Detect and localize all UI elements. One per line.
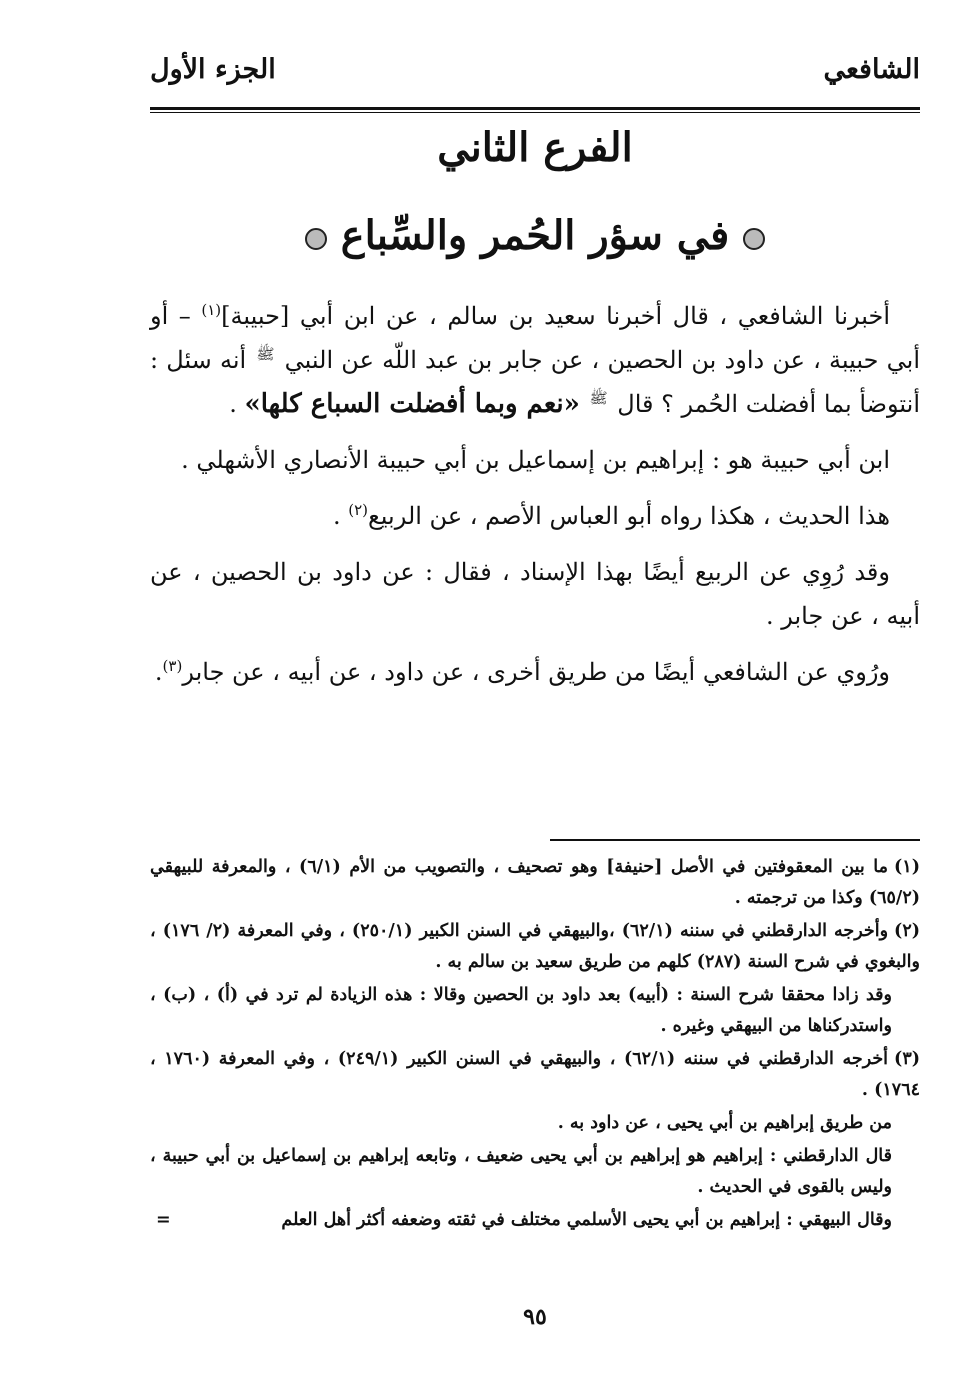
running-header: [150, 54, 920, 98]
footnote-3-continuation: قال الدارقطني : إبراهيم هو إبراهيم بن أبي يحيى ضعيف ، وتابعه إبراهيم بن إسماعيل بن أبي حبيبة ، وليس بالقوى في الحديث .: [150, 1146, 892, 1197]
book-page: [150, 44, 920, 1344]
footnote-2-continuation: وقد زادا محققا شرح السنة : (أبيه) بعد داود بن الحصين وقالا : هذه الزيادة لم ترد في (أ) ، (ب) ، واستدركناها من البيهقي وغيره .: [150, 985, 892, 1036]
footnote-text: وقال البيهقي : إبراهيم بن أبي يحيى الأسلمي مختلف في ثقته وضعفه أكثر أهل العلم: [281, 1210, 892, 1230]
paragraph-hadith: [150, 294, 920, 426]
text-segment: أنه سئل : أنتوضأ بما أفضلت الحُمر ؟ قال: [150, 346, 920, 418]
paragraph-variant: وقد رُوِي عن الربيع أيضًا بهذا الإسناد ، فقال : عن داود بن الحصين ، عن أبيه ، عن جابر .: [150, 558, 920, 630]
footnote-2: [150, 916, 920, 978]
main-text: [150, 294, 920, 706]
ornament-circle-icon: [305, 228, 327, 250]
footnote-text: وأخرجه الدارقطني في سننه (٦٢/١) ،والبيهقي في السنن الكبير (٢٥٠/١) ، وفي المعرفة (٢/ ١٧٦) ، والبغوي في شرح السنة (٢٨٧) كلهم من طريق سعيد بن سالم به .: [150, 921, 920, 972]
footnote-ref-2[interactable]: (٢): [348, 501, 368, 519]
footnotes: [150, 852, 920, 1238]
text-segment: هذا الحديث ، هكذا رواه أبو العباس الأصم ، عن الربيع: [368, 502, 890, 530]
footnote-separator: [150, 839, 920, 841]
footnote-3: [150, 1044, 920, 1106]
text-segment: .: [332, 502, 349, 530]
footnote-text: ما بين المعقوفتين في الأصل [حنيفة] وهو تصحيف ، والتصويب من الأم (٦/١) ، والمعرفة للبيهقي (٦٥/٢) وكذا من ترجمته .: [150, 857, 920, 908]
text-segment: – أو أبي حبيبة ، عن داود بن الحصين ، عن جابر بن عبد اللّه عن النبي: [150, 302, 920, 374]
paragraph-other-route: [150, 650, 920, 694]
salutation-glyph: ﷺ: [256, 345, 275, 363]
paragraph-narrator: ابن أبي حبيبة هو : إبراهيم بن إسماعيل بن أبي حبيبة الأنصاري الأشهلي .: [181, 446, 890, 474]
subtitle-text: في سؤر الحُمر والسِّباع: [340, 212, 730, 259]
salutation-glyph: ﷺ: [589, 389, 608, 407]
continues-mark: =: [156, 1210, 171, 1230]
header-rule-thin: [150, 112, 920, 113]
footnote-3-continuation: من طريق إبراهيم بن أبي يحيى ، عن داود به .: [557, 1113, 892, 1133]
section-subtitle: [150, 212, 920, 259]
ornament-circle-icon: [743, 228, 765, 250]
footnote-3-continuation: [150, 1205, 920, 1236]
footnote-text: أخرجه الدارقطني في سننه (٦٢/١) ، والبيهقي في السنن الكبير (٢٤٩/١) ، وفي المعرفة (١٧٦٠ ، ١٧٦٤) .: [150, 1049, 920, 1100]
section-title: الفرع الثاني: [437, 124, 633, 171]
text-segment: .: [154, 658, 163, 686]
footnote-number: (١): [894, 857, 920, 877]
footnote-ref-1[interactable]: (١): [201, 301, 222, 319]
text-segment: ورُوي عن الشافعي أيضًا من طريق أخرى ، عن داود ، عن أبيه ، عن جابر: [182, 658, 890, 686]
header-volume: الجزء الأول: [150, 54, 276, 85]
hadith-quote: «نعم وبما أفضلت السباع كلها»: [244, 389, 580, 419]
text-segment: أخبرنا الشافعي ، قال أخبرنا سعيد بن سالم ، عن ابن أبي [حبيبة]: [221, 302, 891, 330]
footnote-number: (٢): [894, 921, 921, 941]
paragraph-chain: [150, 494, 920, 538]
footnote-ref-3[interactable]: (٣): [162, 657, 183, 675]
header-book-title: الشافعي: [823, 54, 920, 85]
header-rule-thick: [150, 107, 920, 110]
footnote-1: [150, 852, 920, 914]
footnote-number: (٣): [894, 1049, 920, 1069]
text-segment: .: [229, 390, 245, 418]
page-number: ٩٥: [523, 1304, 547, 1330]
